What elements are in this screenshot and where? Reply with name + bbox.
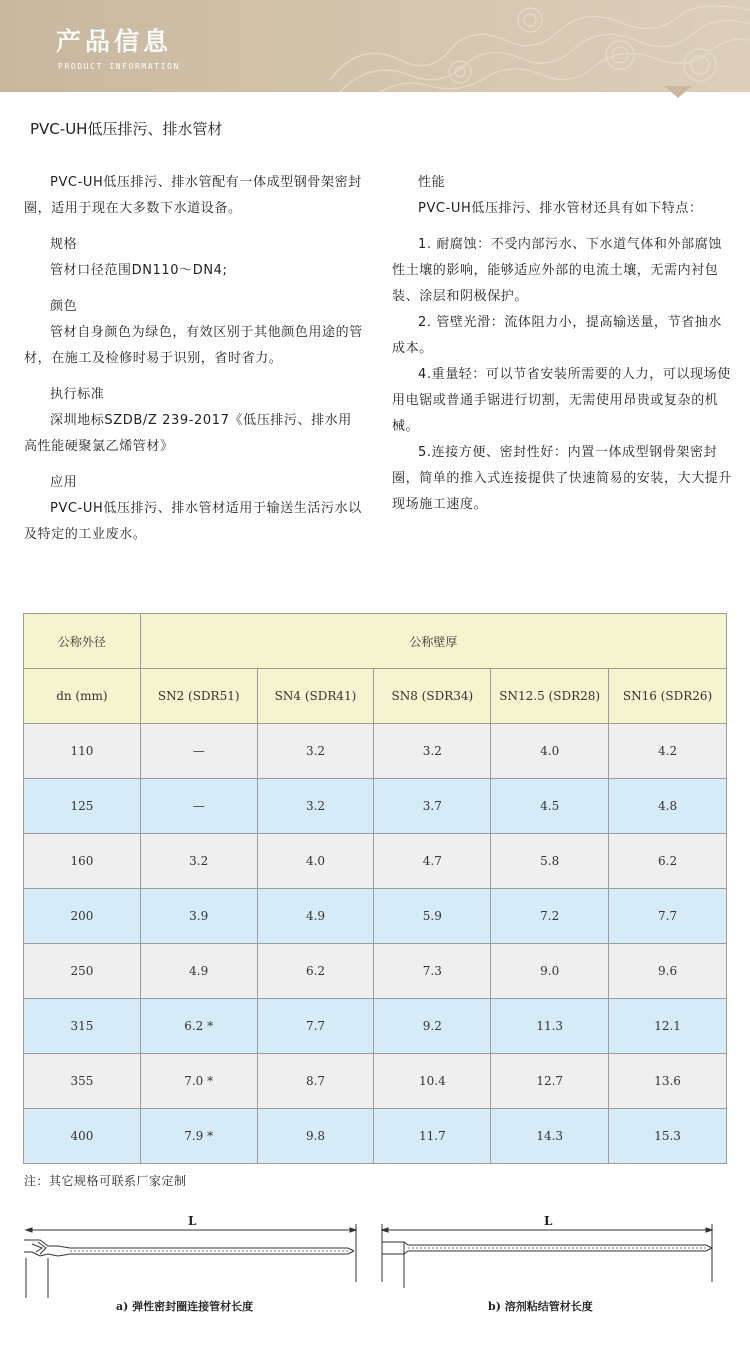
table-cell: 3.2 xyxy=(374,724,491,779)
table-cell: 6.2 xyxy=(609,834,727,889)
feature-item: 2. 管壁光滑：流体阻力小，提高输送量，节省抽水成本。 xyxy=(392,315,722,356)
table-row xyxy=(24,944,727,999)
table-cell: 5.9 xyxy=(374,889,491,944)
table-cell: 15.3 xyxy=(609,1109,727,1164)
cloud-wave-pattern xyxy=(320,0,750,92)
header-wall-thickness: 公称壁厚 xyxy=(140,614,726,669)
standard-heading: 执行标准 xyxy=(50,387,105,402)
feature-item: 4.重量轻：可以节省安装所需要的人力，可以现场使用电锯或普通手锯进行切割，无需使用昂贵或复杂的机械。 xyxy=(392,367,731,434)
length-label: L xyxy=(188,1214,197,1228)
table-cell: 3.2 xyxy=(140,834,257,889)
table-cell: 9.2 xyxy=(374,999,491,1054)
table-cell: 7.7 xyxy=(609,889,727,944)
table-cell: 3.2 xyxy=(257,779,374,834)
table-row xyxy=(24,834,727,889)
performance-intro: PVC-UH低压排污、排水管材还具有如下特点： xyxy=(418,201,703,216)
caption-a: a) 弹性密封圈连接管材长度 xyxy=(116,1300,254,1313)
dn-cell: 355 xyxy=(24,1054,141,1109)
dn-cell: 315 xyxy=(24,999,141,1054)
table-cell: 5.8 xyxy=(491,834,609,889)
table-cell: 7.3 xyxy=(374,944,491,999)
table-cell: 4.9 xyxy=(140,944,257,999)
table-cell: — xyxy=(140,779,257,834)
table-row xyxy=(24,724,727,779)
column-header: SN12.5 (SDR28) xyxy=(491,669,609,724)
application-text: PVC-UH低压排污、排水管材适用于输送生活污水以及特定的工业废水。 xyxy=(24,501,362,542)
dn-cell: 160 xyxy=(24,834,141,889)
dn-cell: 400 xyxy=(24,1109,141,1164)
table-row xyxy=(24,1054,727,1109)
table-cell: 4.8 xyxy=(609,779,727,834)
table-cell: 4.7 xyxy=(374,834,491,889)
pipe-plain-drawing xyxy=(376,1218,726,1298)
column-header: SN4 (SDR41) xyxy=(257,669,374,724)
column-header: SN8 (SDR34) xyxy=(374,669,491,724)
standard-text: 深圳地标SZDB/Z 239-2017《低压排污、排水用高性能硬聚氯乙烯管材》 xyxy=(24,413,352,454)
table-cell: — xyxy=(140,724,257,779)
table-cell: 4.2 xyxy=(609,724,727,779)
length-label: L xyxy=(544,1214,553,1228)
left-column xyxy=(24,170,364,548)
table-cell: 6.2 * xyxy=(140,999,257,1054)
table-row xyxy=(24,1109,727,1164)
dn-cell: 200 xyxy=(24,889,141,944)
performance-heading: 性能 xyxy=(418,175,446,190)
header-banner xyxy=(0,0,750,92)
table-cell: 8.7 xyxy=(257,1054,374,1109)
header-outer-diameter: 公称外径 xyxy=(24,614,141,669)
custom-spec-note: 注：其它规格可联系厂家定制 xyxy=(24,1174,187,1188)
table-header-row xyxy=(24,614,727,669)
table-row xyxy=(24,779,727,834)
caption-b: b) 溶剂粘结管材长度 xyxy=(488,1300,593,1313)
banner-subtitle: PRODUCT INFORMATION xyxy=(58,62,180,71)
feature-item: 5.连接方便、密封性好：内置一体成型钢骨架密封圈，简单的推入式连接提供了快速简易的安装，大大提升现场施工速度。 xyxy=(392,445,733,512)
feature-item: 1. 耐腐蚀：不受内部污水、下水道气体和外部腐蚀性土壤的影响，能够适应外部的电流土壤，无需内衬包装、涂层和阴极保护。 xyxy=(392,237,722,304)
color-text: 管材自身颜色为绿色，有效区别于其他颜色用途的管材，在施工及检修时易于识别，省时省力。 xyxy=(24,325,363,366)
table-cell: 7.0 * xyxy=(140,1054,257,1109)
table-cell: 4.9 xyxy=(257,889,374,944)
table-cell: 9.8 xyxy=(257,1109,374,1164)
table-cell: 7.9 * xyxy=(140,1109,257,1164)
table-cell: 3.9 xyxy=(140,889,257,944)
dn-cell: 125 xyxy=(24,779,141,834)
spec-heading: 规格 xyxy=(50,237,78,252)
table-cell: 3.7 xyxy=(374,779,491,834)
table-cell: 4.5 xyxy=(491,779,609,834)
banner-notch xyxy=(664,86,692,98)
color-heading: 颜色 xyxy=(50,299,78,314)
table-cell: 12.7 xyxy=(491,1054,609,1109)
column-header: SN2 (SDR51) xyxy=(140,669,257,724)
product-title: PVC-UH低压排污、排水管材 xyxy=(30,120,223,138)
table-cell: 13.6 xyxy=(609,1054,727,1109)
diagram-a xyxy=(18,1214,368,1328)
table-cell: 9.0 xyxy=(491,944,609,999)
column-header: SN16 (SDR26) xyxy=(609,669,727,724)
dn-cell: 110 xyxy=(24,724,141,779)
banner-title: 产品信息 xyxy=(56,27,173,56)
table-cell: 14.3 xyxy=(491,1109,609,1164)
table-cell: 11.3 xyxy=(491,999,609,1054)
table-cell: 4.0 xyxy=(491,724,609,779)
pipe-socket-drawing xyxy=(18,1218,368,1298)
table-cell: 11.7 xyxy=(374,1109,491,1164)
right-column xyxy=(392,170,732,518)
application-heading: 应用 xyxy=(50,475,78,490)
intro-text: PVC-UH低压排污、排水管配有一体成型钢骨架密封圈，适用于现在大多数下水道设备。 xyxy=(24,175,362,216)
table-cell: 10.4 xyxy=(374,1054,491,1109)
dn-cell: 250 xyxy=(24,944,141,999)
spec-text: 管材口径范围DN110～DN4; xyxy=(50,263,228,278)
table-cell: 7.2 xyxy=(491,889,609,944)
table-cell: 7.7 xyxy=(257,999,374,1054)
table-cell: 6.2 xyxy=(257,944,374,999)
table-cell: 9.6 xyxy=(609,944,727,999)
diagram-b xyxy=(376,1214,726,1328)
table-cell: 4.0 xyxy=(257,834,374,889)
wall-thickness-table xyxy=(23,613,727,1164)
table-subheader-row xyxy=(24,669,727,724)
table-cell: 12.1 xyxy=(609,999,727,1054)
table-cell: 3.2 xyxy=(257,724,374,779)
subheader-dn: dn (mm) xyxy=(24,669,141,724)
table-row xyxy=(24,889,727,944)
table-row xyxy=(24,999,727,1054)
